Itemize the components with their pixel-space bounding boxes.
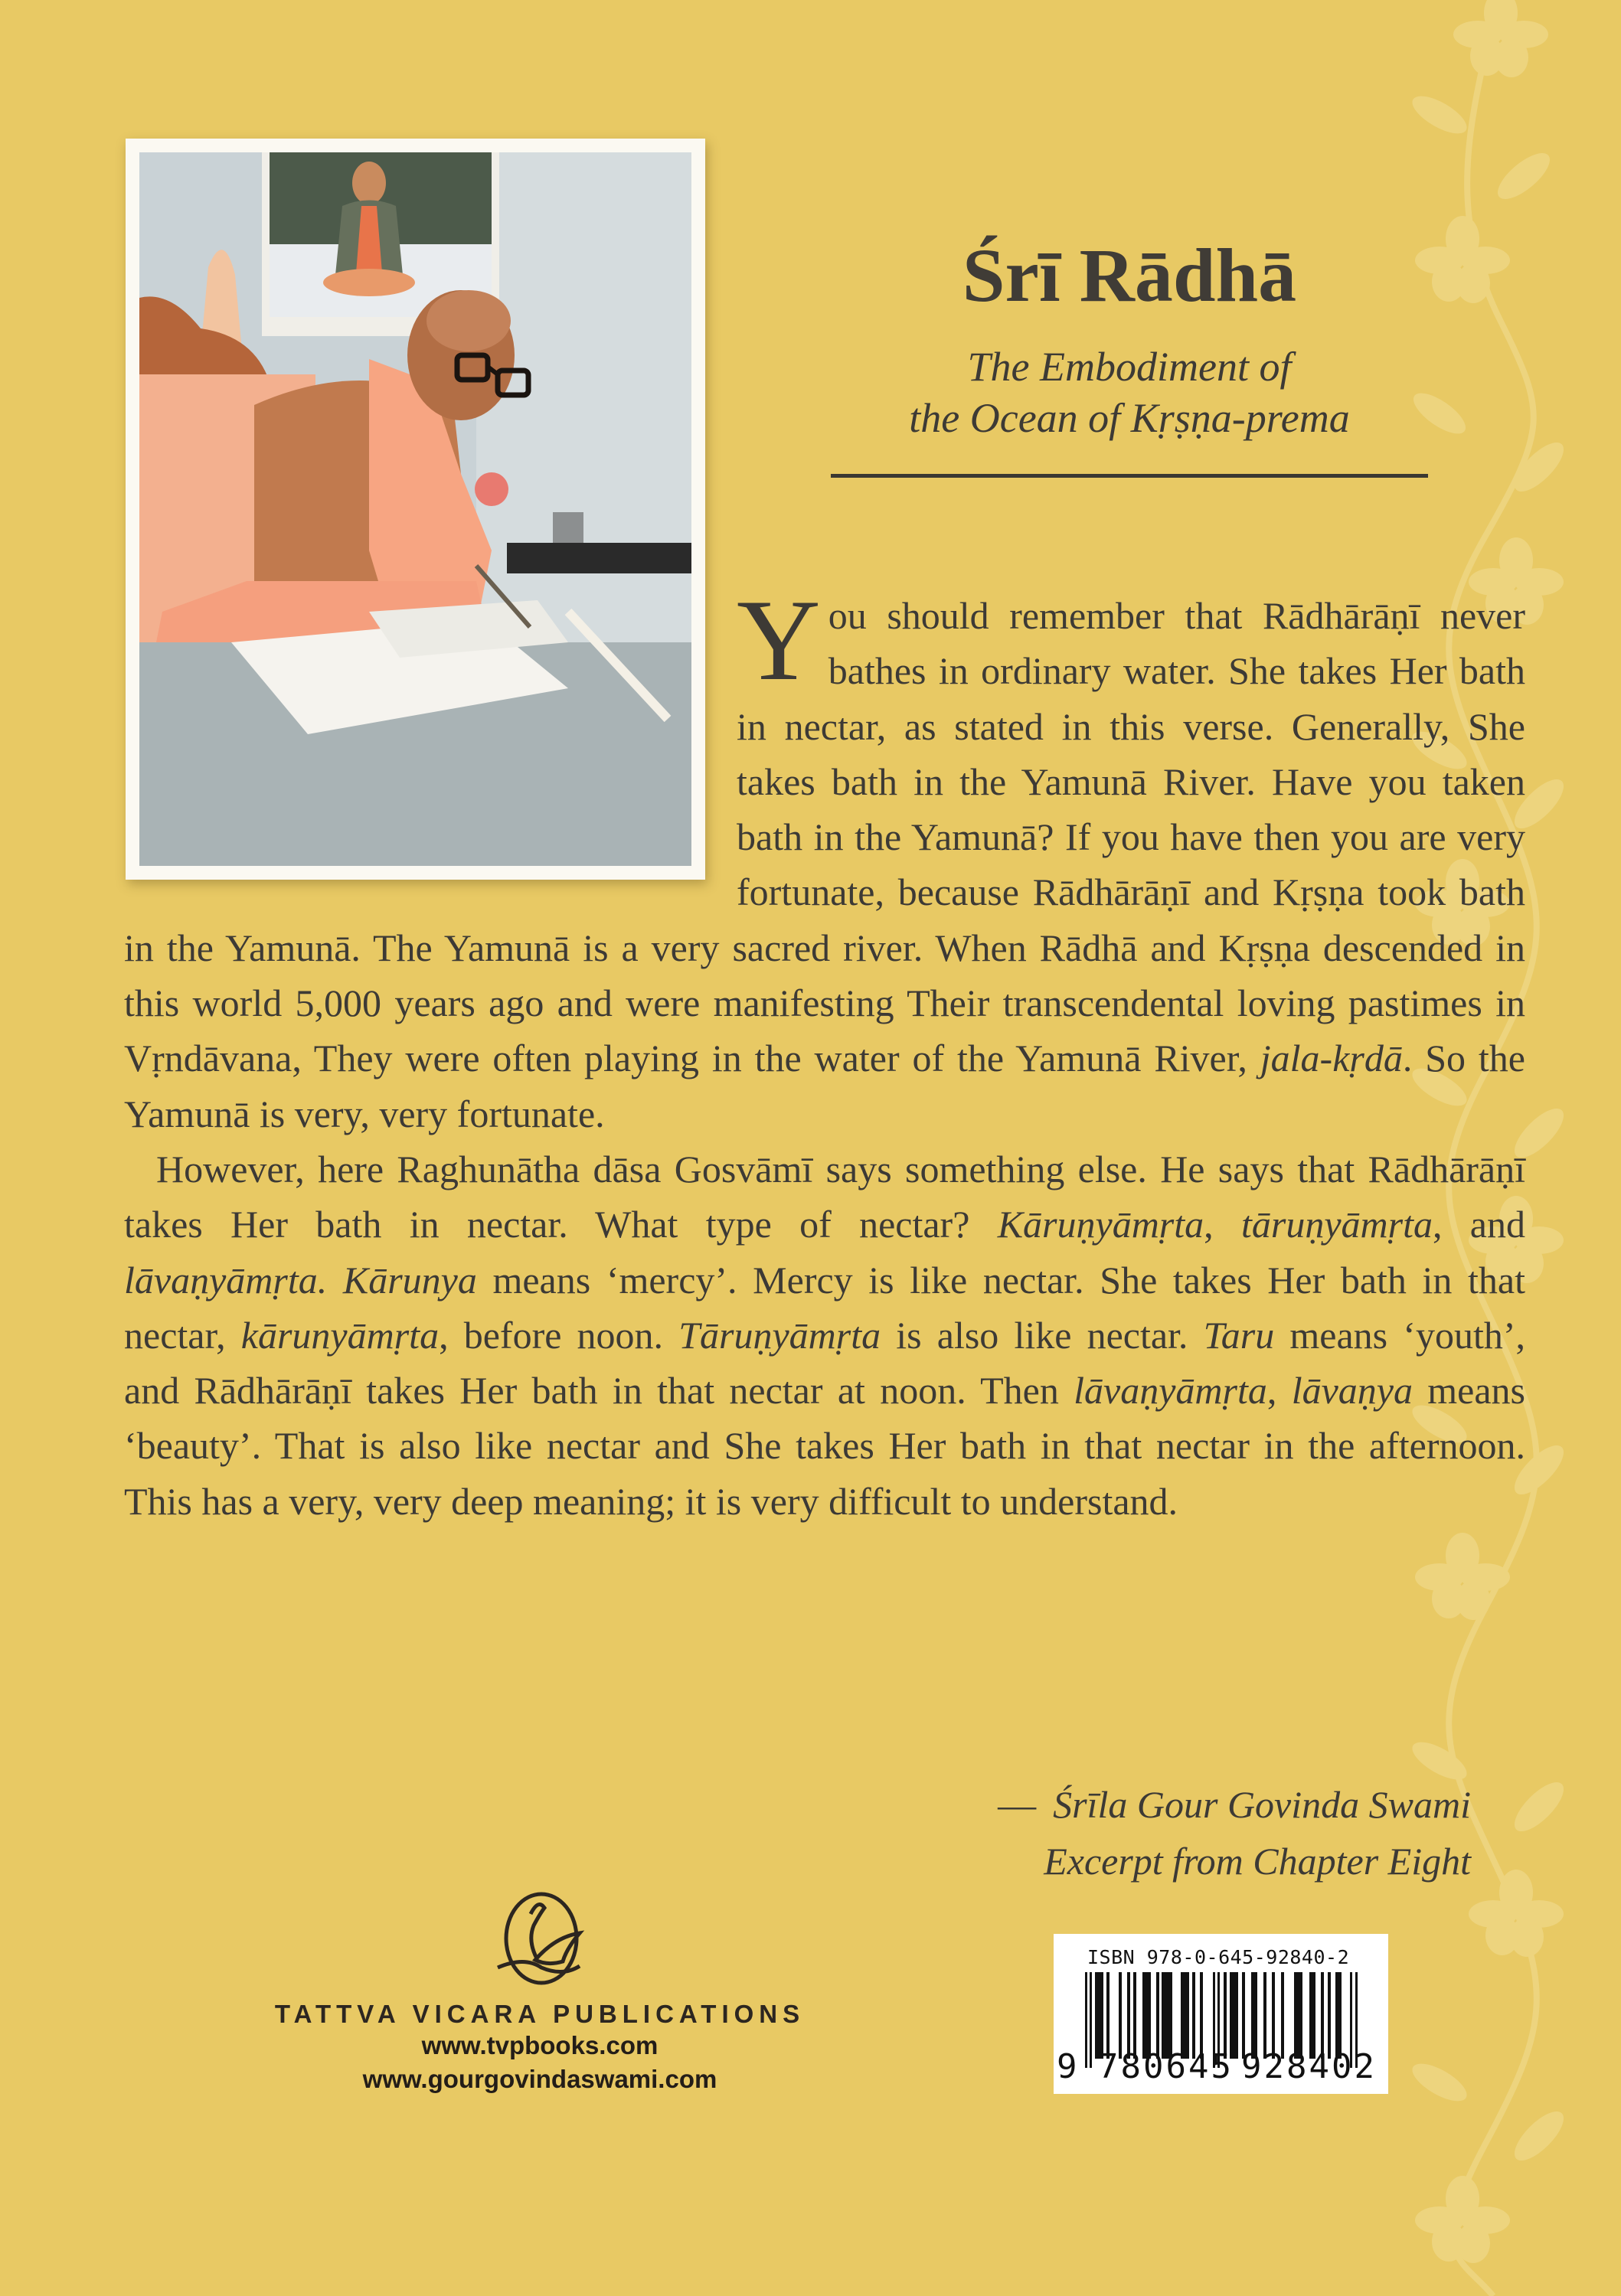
p2-run: means ‘youth’, and Rādhārāṇī takes Her bath in that nectar at noon. Then [124,1313,1525,1413]
p2-italic-run: Taru [1203,1313,1275,1357]
em-dash: — [998,1783,1037,1826]
book-title-block [831,230,1428,444]
p2-italic-run: Kāruṇyāmṛta [997,1203,1204,1246]
isbn-digit-lead: 9 [1057,2047,1077,2086]
publisher-url-1[interactable]: www.tvpbooks.com [421,2031,659,2059]
excerpt-paragraph-2 [124,1141,1525,1529]
p2-run: is also like nectar. [881,1313,1204,1357]
publisher-name: TATTVA VICARA PUBLICATIONS [274,2000,806,2028]
photo-wrap-spacer [124,588,737,894]
publisher-block [260,1891,819,2096]
paragraph-1-italic-term: jala-kṛdā [1260,1037,1403,1080]
p2-run: However, here Raghunātha dāsa Gosvāmī says something else. He says that Rādhārāṇī takes Her bath in nectar. What type of nectar? [124,1147,1525,1246]
paragraph-1-text: ou should remember that Rādhārāṇī never bathes in ordinary water. She takes Her bath in nectar, as stated in this verse. Generally, She takes bath in the Yamunā River. Have you taken bath in the Yamunā? If you have then you are very fortunate, because Rādhārāṇī and Kṛṣṇa took bath in the Yamunā. The Yamunā is a very sacred river. When Rādhā and Kṛṣṇa descended in this world 5,000 years ago and were manifesting Their transcendental loving pastimes in Vṛndāvana, They were often playing in the water of the Yamunā River, [124,594,1525,1080]
attribution-author: Śrīla Gour Govinda Swami [1053,1783,1471,1826]
isbn-label: ISBN 978-0-645-92840-2 [1087,1946,1350,1968]
p2-run: , [1204,1203,1241,1246]
p2-italic-run: lāvaṇyāmṛta. Kārunya [124,1258,477,1302]
p2-italic-run: kārunyāmṛta [240,1313,440,1357]
p2-run: , [1266,1369,1292,1413]
isbn-barcode [1054,1934,1388,2094]
attribution [998,1776,1471,1889]
p2-run: means ‘mercy’. Mercy is like nectar. She takes Her bath in that nectar, [124,1258,1526,1357]
swan-in-oval-logo-icon [494,1891,586,1991]
drop-cap: Y [737,576,821,704]
book-subtitle [831,341,1428,444]
p2-run: means ‘beauty’. That is also like nectar and She takes Her bath in that nectar in the afternoon. This has a very, very deep meaning; it is very difficult to understand. [124,1369,1526,1523]
p2-italic-run: tāruṇyāmṛta [1240,1203,1433,1246]
p2-italic-run: lāvaṇya [1291,1369,1413,1413]
p2-italic-run: lāvaṇyāmṛta [1074,1369,1267,1413]
subtitle-line-1: The Embodiment of [967,344,1292,390]
book-title: Śrī Rādhā [962,233,1297,318]
paragraph-1-end: . So the Yamunā is very, very fortunate. [124,1037,1525,1135]
p2-run: , before noon. [439,1313,679,1357]
p2-italic-run: Tāruṇyāmṛta [678,1313,881,1357]
publisher-url-2[interactable]: www.gourgovindaswami.com [362,2065,717,2093]
attribution-author-line [998,1776,1471,1833]
subtitle-line-2: the Ocean of Kṛṣṇa-prema [909,395,1350,441]
attribution-source: Excerpt from Chapter Eight [1044,1840,1471,1883]
title-divider [831,474,1428,478]
excerpt-body [124,576,1526,1529]
p2-run: , and [1432,1203,1525,1246]
isbn-digit-group-2: 928402 [1241,2047,1377,2086]
isbn-digit-group-1: 780645 [1098,2047,1234,2086]
